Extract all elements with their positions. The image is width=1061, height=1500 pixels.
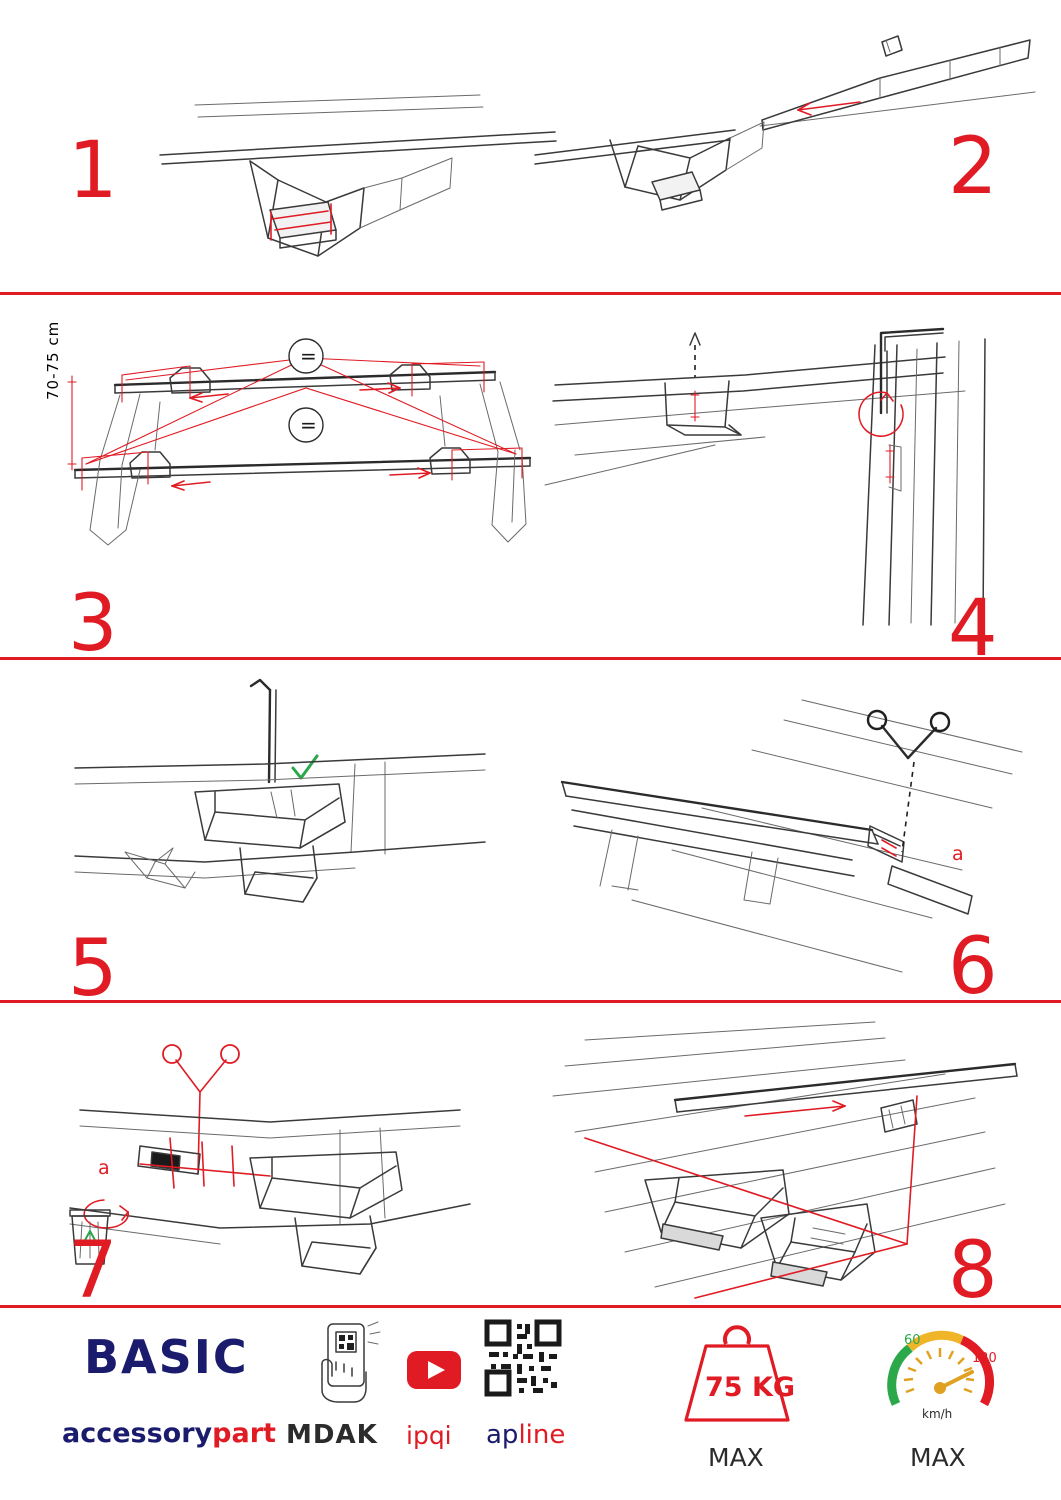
gauge-tick-120: 120 [972, 1351, 997, 1366]
brand-accessorypart [62, 1418, 276, 1449]
brand-basic: BASIC [84, 1330, 249, 1384]
step-1-illustration [150, 60, 570, 275]
qr-code-icon [485, 1320, 561, 1396]
svg-text:a: a [98, 1157, 110, 1179]
divider-row3 [0, 1000, 1061, 1003]
load-max-label: MAX [708, 1443, 764, 1472]
step-number-2: 2 [948, 122, 998, 212]
youtube-icon[interactable] [406, 1350, 462, 1390]
step-number-6: 6 [948, 922, 998, 1012]
divider-row2 [0, 657, 1061, 660]
step-number-1: 1 [68, 126, 118, 216]
apline-prefix: ap [486, 1420, 519, 1450]
svg-text:=: = [300, 344, 317, 368]
dimension-label: 70-75 cm [44, 320, 62, 400]
brand-accessory-text: accessory [62, 1418, 213, 1449]
speedometer-icon [880, 1318, 1000, 1428]
svg-text:=: = [300, 413, 317, 437]
divider-row1 [0, 292, 1061, 295]
weight-value: 75 KG [705, 1372, 796, 1403]
step-5-illustration [55, 672, 515, 962]
qr-hand-phone-icon [310, 1320, 386, 1406]
footer [0, 1308, 1061, 1500]
gauge-tick-60: 60 [904, 1333, 921, 1348]
weight-icon [672, 1316, 802, 1434]
partner-name-ipqi: ipqi [406, 1421, 452, 1450]
step-3-illustration [60, 330, 560, 580]
gauge-unit: km/h [922, 1407, 953, 1421]
step-number-7: 7 [68, 1226, 118, 1316]
partner-name-mdak: MDAK [286, 1420, 378, 1450]
partner-name-apline [486, 1420, 565, 1450]
step-number-8: 8 [948, 1226, 998, 1316]
apline-suffix: line [518, 1420, 566, 1450]
brand-part-text: part [212, 1418, 276, 1449]
step-number-3: 3 [68, 579, 118, 669]
svg-text:a: a [952, 843, 964, 865]
step-number-4: 4 [948, 584, 998, 674]
speed-max-label: MAX [910, 1443, 966, 1472]
step-number-5: 5 [68, 924, 118, 1014]
